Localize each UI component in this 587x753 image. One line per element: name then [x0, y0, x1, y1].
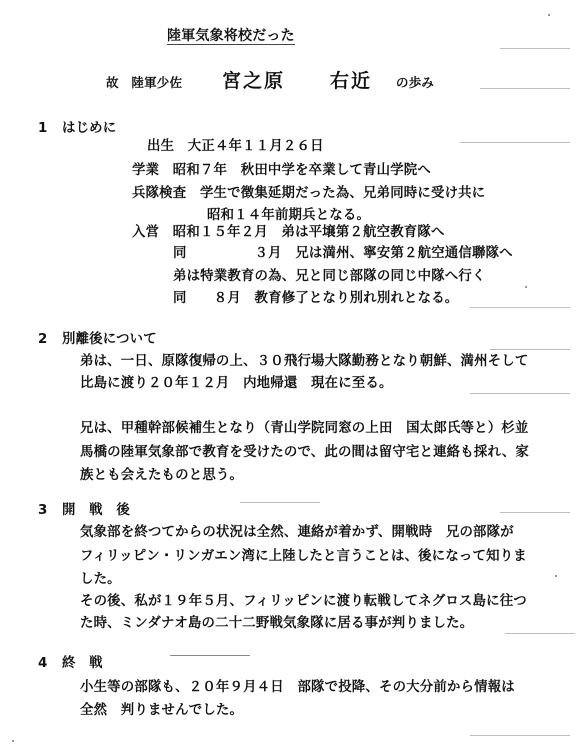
section-4-line: 小生等の部隊も、２０年９月４日 部隊で投降、その大分前から情報は — [80, 680, 515, 695]
section-4-heading: 終 戦 — [62, 656, 103, 671]
scan-speck — [525, 286, 527, 288]
enlistment-line-2: 同 ３月 兄は満州、寧安第２航空通信聯隊へ — [173, 246, 513, 261]
ruled-line — [500, 512, 570, 513]
ruled-line — [170, 655, 250, 656]
section-2-heading: 別離後について — [62, 332, 157, 347]
document-title: 陸軍気象将校だった — [167, 28, 295, 44]
conscription-line-2: 昭和１４年前期兵となる。 — [207, 208, 371, 223]
conscription-line: 兵隊検査 学生で徴集延期だった為、兄弟同時に受け共に — [132, 186, 486, 201]
section-3-number: 3 — [38, 503, 48, 518]
section-2-line: 兄は、甲種幹部候補生となり（青山学院同窓の上田 国太郎氏等と）杉並 — [80, 421, 529, 436]
scan-speck — [548, 14, 550, 16]
section-4-line: 全然 判りませんでした。 — [80, 703, 244, 718]
section-2-line: 族とも会えたものと思う。 — [80, 468, 244, 483]
ruled-line — [240, 502, 320, 503]
subtitle-suffix: の歩み — [396, 75, 435, 90]
section-3-heading: 開 戦 後 — [62, 503, 130, 518]
section-3-line: フィリッピン・リンガエン湾に上陸したと言うことは、後になって知りま — [80, 549, 527, 564]
section-2-line: 比島に渡り２０年１２月 内地帰還 現在に至る。 — [80, 376, 393, 391]
ruled-line — [480, 88, 570, 89]
birth-line: 出生 大正４年１１月２６日 — [147, 139, 324, 154]
section-2-line: 弟は、一日、原隊復帰の上、３０飛行場大隊勤務となり朝鮮、満州そして — [80, 354, 529, 369]
subtitle-prefix: 故 陸軍少佐 — [106, 75, 183, 90]
person-given-name: 右近 — [330, 70, 373, 92]
ruled-line — [500, 48, 570, 49]
education-line: 学業 昭和７年 秋田中学を卒業して青山学院へ — [132, 163, 431, 178]
section-2-line: 馬橋の陸軍気象部で教育を受けたので、此の間は留守宅と連絡も採れ、家 — [80, 445, 530, 460]
scan-speck — [555, 575, 557, 577]
ruled-line — [460, 142, 570, 143]
ruled-line — [505, 633, 575, 634]
section-3-line: た時、ミンダナオ島の二十二野戦気象隊に居る事が判りました。 — [80, 616, 474, 631]
ruled-line — [470, 735, 570, 736]
section-1-heading: はじめに — [62, 121, 117, 136]
scan-speck — [12, 740, 14, 742]
section-1-number: 1 — [38, 121, 48, 136]
person-family-name: 宮之原 — [222, 70, 286, 92]
section-4-number: 4 — [38, 656, 48, 671]
ruled-line — [470, 393, 570, 394]
section-3-line: その後、私が１９年５月、フィリッピンに渡り転戦してネグロス島に往つ — [80, 594, 527, 609]
section-3-line: 気象部を終つてからの状況は全然、連絡が着かず、開戦時 兄の部隊が — [80, 525, 514, 540]
section-2-number: 2 — [38, 332, 48, 347]
section-3-line: した。 — [80, 572, 121, 587]
ruled-line — [470, 307, 570, 308]
enlistment-line-3: 弟は特業教育の為、兄と同じ部隊の同じ中隊へ行く — [173, 269, 486, 284]
enlistment-line: 入営 昭和１５年２月 弟は平壌第２航空教育隊へ — [132, 225, 445, 240]
enlistment-line-4: 同 ８月 教育修了となり別れ別れとなる。 — [173, 291, 459, 306]
ruled-line — [490, 349, 570, 350]
